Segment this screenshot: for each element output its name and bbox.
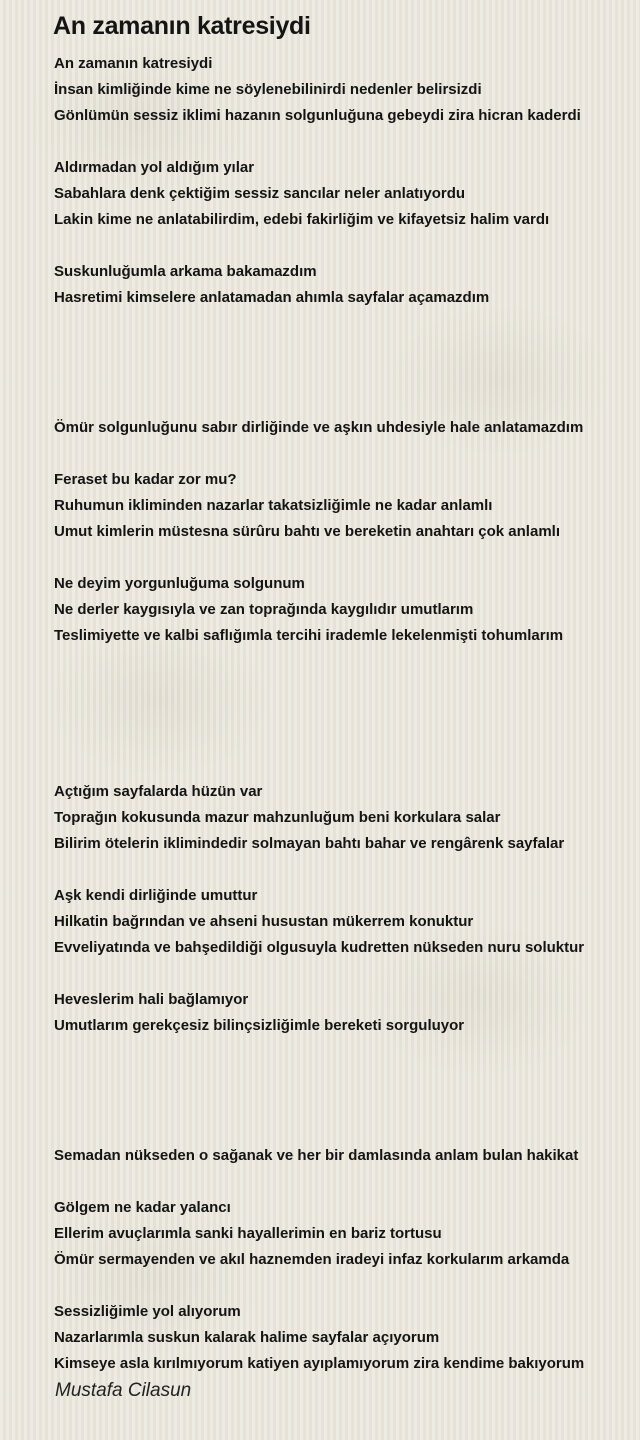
stanza-break bbox=[54, 311, 634, 337]
stanza-break bbox=[54, 233, 634, 259]
poem-line: Toprağın kokusunda mazur mahzunluğum beni korkulara salar bbox=[54, 809, 501, 826]
stanza-break bbox=[54, 727, 634, 753]
poem-line: Ellerim avuçlarımla sanki hayallerimin en bariz tortusu bbox=[54, 1225, 442, 1242]
poem-line: Sabahlara denk çektiğim sessiz sancılar neler anlatıyordu bbox=[54, 185, 466, 202]
poem-line: Teslimiyette ve kalbi saflığımla tercihi irademle lekelenmişti tohumlarım bbox=[54, 627, 564, 644]
stanza-break bbox=[54, 675, 634, 701]
poem-line: Heveslerim hali bağlamıyor bbox=[54, 991, 249, 1008]
stanza-break bbox=[54, 1117, 634, 1143]
stanza-break bbox=[54, 701, 634, 727]
poem-line: Hasretimi kimselere anlatamadan ahımla sayfalar açamazdım bbox=[54, 289, 490, 306]
stanza-break bbox=[54, 857, 634, 883]
stanza-break bbox=[54, 337, 634, 363]
poem-line: Kimseye asla kırılmıyorum katiyen ayıplamıyorum zira kendime bakıyorum bbox=[54, 1355, 585, 1372]
poem-line: Feraset bu kadar zor mu? bbox=[54, 471, 237, 488]
stanza-break bbox=[54, 129, 634, 155]
stanza-break bbox=[54, 1273, 634, 1299]
stanza-break bbox=[54, 1039, 634, 1065]
poem-line: Ne deyim yorgunluğuma solgunum bbox=[54, 575, 305, 592]
poem-line: Açtığım sayfalarda hüzün var bbox=[54, 783, 263, 800]
poem-line: Hilkatin bağrından ve ahseni husustan mükerrem konuktur bbox=[54, 913, 474, 930]
poem-line: Umut kimlerin müstesna sürûru bahtı ve bereketin anahtarı çok anlamlı bbox=[54, 523, 560, 540]
poem-line: Sessizliğimle yol alıyorum bbox=[54, 1303, 241, 1320]
poem-line: Nazarlarımla suskun kalarak halime sayfalar açıyorum bbox=[54, 1329, 440, 1346]
poem-line: Aldırmadan yol aldığım yılar bbox=[54, 159, 255, 176]
stanza-break bbox=[54, 363, 634, 389]
poem-line: Semadan nükseden o sağanak ve her bir damlasında anlam bulan hakikat bbox=[54, 1147, 579, 1164]
stanza-break bbox=[54, 1091, 634, 1117]
poem-line: Gölgem ne kadar yalancı bbox=[54, 1199, 231, 1216]
poem-body bbox=[54, 51, 634, 1377]
stanza-break bbox=[54, 649, 634, 675]
poem-line: İnsan kimliğinde kime ne söylenebilinirdi nedenler belirsizdi bbox=[54, 81, 482, 98]
stanza-break bbox=[54, 441, 634, 467]
poem-title: An zamanın katresiydi bbox=[53, 12, 311, 40]
stanza-break bbox=[54, 1065, 634, 1091]
poem-line: Ömür sermayenden ve akıl haznemden iradeyi infaz korkularım arkamda bbox=[54, 1251, 570, 1268]
poem-line: Evveliyatında ve bahşedildiği olgusuyla kudretten nükseden nuru soluktur bbox=[54, 939, 585, 956]
poem-line: Ömür solgunluğunu sabır dirliğinde ve aşkın uhdesiyle hale anlatamazdım bbox=[54, 419, 584, 436]
stanza-break bbox=[54, 1169, 634, 1195]
poem-line: Ne derler kaygısıyla ve zan toprağında kaygılıdır umutlarım bbox=[54, 601, 474, 618]
poem-line: An zamanın katresiydi bbox=[54, 55, 213, 72]
poem-line: Lakin kime ne anlatabilirdim, edebi fakirliğim ve kifayetsiz halim vardı bbox=[54, 211, 550, 228]
poem-line: Suskunluğumla arkama bakamazdım bbox=[54, 263, 317, 280]
poem-line: Aşk kendi dirliğinde umuttur bbox=[54, 887, 258, 904]
poem-line: Gönlümün sessiz iklimi hazanın solgunluğuna gebeydi zira hicran kaderdi bbox=[54, 107, 581, 124]
poem-line: Ruhumun ikliminden nazarlar takatsizliğimle ne kadar anlamlı bbox=[54, 497, 493, 514]
stanza-break bbox=[54, 753, 634, 779]
poem-line: Umutlarım gerekçesiz bilinçsizliğimle bereketi sorguluyor bbox=[54, 1017, 465, 1034]
stanza-break bbox=[54, 389, 634, 415]
author-name: Mustafa Cilasun bbox=[55, 1380, 192, 1401]
stanza-break bbox=[54, 545, 634, 571]
stanza-break bbox=[54, 961, 634, 987]
poem-line: Bilirim ötelerin iklimindedir solmayan bahtı bahar ve rengârenk sayfalar bbox=[54, 835, 565, 852]
